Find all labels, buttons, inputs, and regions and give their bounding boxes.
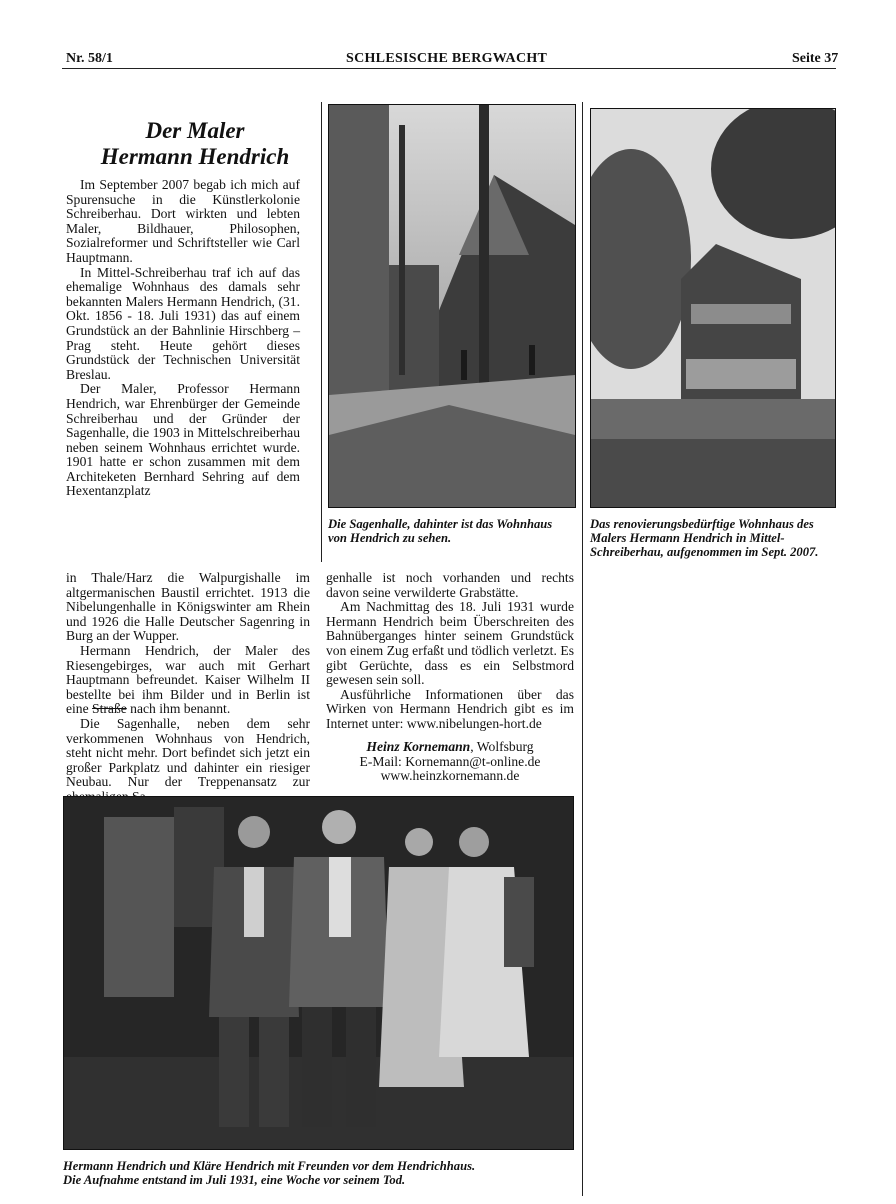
paragraph: in Thale/Harz die Walpurgishalle im altgermanischen Baustil errichtet. 1913 die Nibelungenhalle in Königswinter am Rhein und 1926 die Halle Deutscher Sagenring in Burg an der Wupper. [66, 570, 310, 644]
header-rule [62, 68, 836, 69]
sagenhalle-caption: Die Sagenhalle, dahinter ist das Wohnhaus von Hendrich zu sehen. [328, 517, 553, 545]
article-column-3 [326, 571, 574, 732]
text-segment: Hermann Hendrich, der Maler des Riesengebirges, war auch mit Gerhart Hauptmann befreundet. Kaiser Wilhelm II bestellte bei ihm Bilder und in Berlin ist eine [66, 642, 310, 717]
text-segment: nach ihm benannt. [126, 701, 231, 717]
sagenhalle-photo [328, 104, 576, 508]
column-divider-right [582, 102, 583, 1196]
article-column-1 [66, 178, 300, 499]
author-email: E-Mail: Kornemann@t-online.de [359, 753, 541, 769]
paragraph: In Mittel-Schreiberhau traf ich auf das ehemalige Wohnhaus des damals sehr bekannten Malers Hermann Hendrich, (31. Okt. 1856 - 18. Juli 1931) das auf einem Grundstück an der Bahnlinie Hirschberg – Prag steht. Heute gehört dieses Grundstück der Technischen Universität Breslau. [66, 264, 300, 382]
group-photo [63, 796, 574, 1150]
title-line-1: Der Maler [145, 118, 245, 143]
struck-word: Straße [92, 701, 127, 717]
wohnhaus-caption: Das renovierungsbedürftige Wohnhaus des Malers Hermann Hendrich in Mittel-Schreiberhau, aufgenommen im Sept. 2007. [590, 517, 819, 559]
author-city: , Wolfsburg [470, 739, 534, 754]
page-number: Seite 37 [792, 51, 839, 66]
paragraph: genhalle ist noch vorhanden und rechts davon seine verwilderte Grabstätte. [326, 570, 574, 600]
author-name: Heinz Kornemann [366, 739, 471, 754]
paragraph [66, 644, 310, 717]
author-signature [326, 740, 574, 784]
author-line [326, 740, 574, 755]
caption-line: Die Aufnahme entstand im Juli 1931, eine Woche vor seinem Tod. [63, 1172, 406, 1187]
paragraph: Im September 2007 begab ich mich auf Spurensuche in die Künstlerkolonie Schreiberhau. Dort wirkten und lebten Maler, Bildhauer, Philosophen, Sozialreformer und Schriftsteller wie Carl Hauptmann. [66, 177, 300, 265]
issue-number: Nr. 58/1 [66, 51, 113, 66]
publication-name: SCHLESISCHE BERGWACHT [346, 51, 548, 66]
group-photo-caption [63, 1160, 572, 1188]
paragraph: Am Nachmittag des 18. Juli 1931 wurde Hermann Hendrich beim Überschreiten des Bahnüberganges hinter seinem Grundstück von einem Zug erfaßt und tödlich verletzt. Es gibt Gerüchte, dass es ein Selbstmord gewesen sein soll. [326, 599, 574, 688]
paragraph: Der Maler, Professor Hermann Hendrich, war Ehrenbürger der Gemeinde Schreiberhau und der Gründer der Sagenhalle, die 1903 in Mittelschreiberhau neben seinem Wohnhaus errichtet wurde. 1901 hatte er schon zusammen mit dem Architeketen Bernhard Sehring auf dem Hexentanzplatz [66, 381, 300, 499]
paragraph: Ausführliche Informationen über das Wirken von Hermann Hendrich gibt es im Internet unter: www.nibelungen-hort.de [326, 686, 574, 731]
author-website: www.heinzkornemann.de [380, 768, 520, 784]
column-divider-left [321, 102, 322, 562]
wohnhaus-photo [590, 108, 836, 508]
article-column-2 [66, 571, 310, 805]
title-line-2: Hermann Hendrich [100, 144, 290, 169]
article-title [70, 118, 320, 170]
paragraph: Die Sagenhalle, neben dem sehr verkommenen Wohnhaus von Hendrich, steht nicht mehr. Dort befindet sich jetzt ein großer Parkplatz und dahinter ein riesiger Neubau. Nur der Treppenansatz zur [66, 715, 310, 790]
caption-line: Hermann Hendrich und Kläre Hendrich mit Freunden vor dem Hendrichhaus. [63, 1159, 476, 1173]
